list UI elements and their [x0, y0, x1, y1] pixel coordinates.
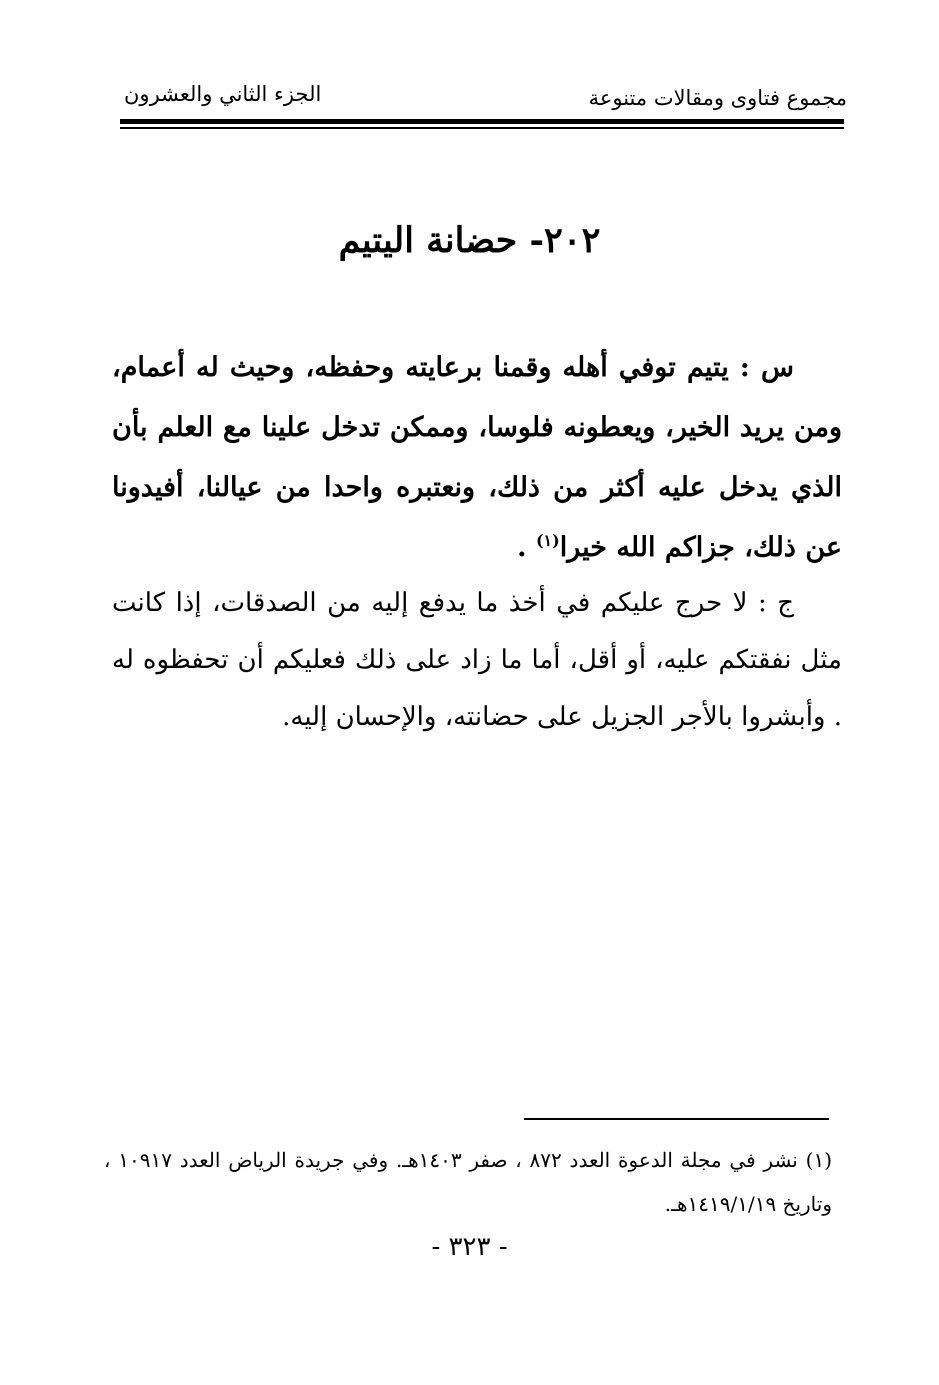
footnote: (١) نشر في مجلة الدعوة العدد ٨٧٢ ، صفر ١٤٠٣هـ. وفي جريدة الرياض العدد ١٠٩١٧ ، وتاريخ ١٤١٩/١/١٩هـ.	[104, 1148, 833, 1216]
footnote-reference: (١)	[535, 531, 560, 550]
question-paragraph	[112, 338, 842, 578]
answer-text: ج : لا حرج عليكم في أخذ ما يدفع إليه من الصدقات، إذا كانت مثل نفقتكم عليه، أو أقل، أما ما زاد على ذلك فعليكم أن تحفظوه له . وأبشروا بالأجر الجزيل على حضانته، والإحسان إليه.	[112, 588, 842, 732]
header-rule-thin	[120, 127, 844, 129]
running-header-volume: الجزء الثاني والعشرون	[124, 82, 322, 106]
page-number: - ٣٢٣ -	[431, 1232, 508, 1262]
footnote-separator	[524, 1118, 829, 1120]
question-end: .	[517, 532, 536, 563]
article-title: ٢٠٢- حضانة اليتيم	[338, 220, 601, 261]
header-rule-thick	[120, 119, 844, 124]
running-header-book-title: مجموع فتاوى ومقالات متنوعة	[588, 86, 847, 110]
question-text: س : يتيم توفي أهله وقمنا برعايته وحفظه، وحيث له أعمام، ومن يريد الخير، ويعطونه فلوسا، وممكن تدخل علينا مع العلم بأن الذي يدخل عليه أكثر من ذلك، ونعتبره واحدا من عيالنا، أفيدونا عن ذلك، جزاكم الله خيرا	[112, 352, 842, 563]
answer-paragraph	[112, 575, 842, 746]
